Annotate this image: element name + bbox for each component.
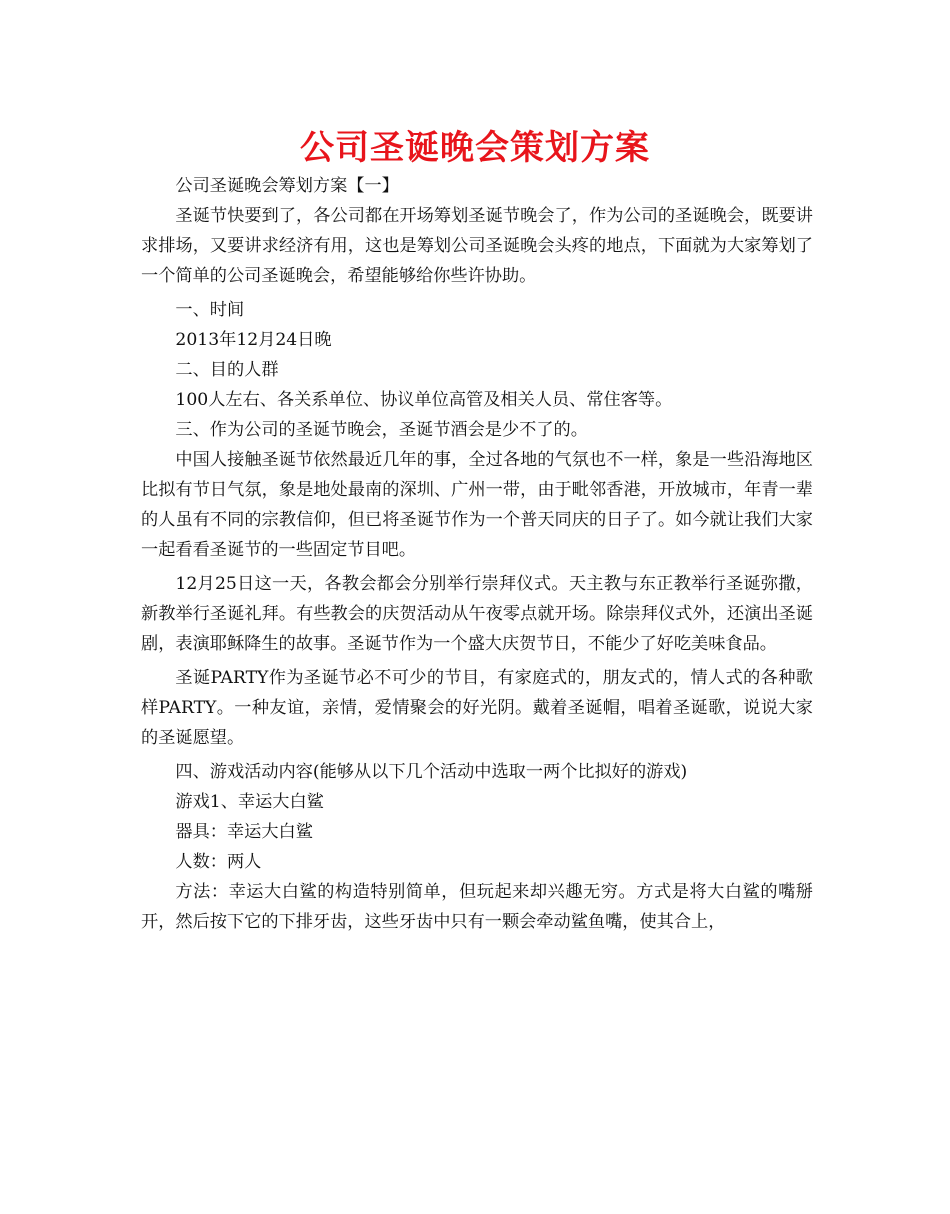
paragraph-section-audience: 二、目的人群 (175, 360, 279, 380)
paragraph-intro: 圣诞节快要到了，各公司都在开场筹划圣诞节晚会了，作为公司的圣诞晚会，既要讲求排场，又要讲求经济有用，这也是筹划公司圣诞晚会头疼的地点，下面就为大家筹划了一个简单的公司圣诞晚会，希望能够给你些许协助。 (141, 206, 813, 286)
paragraph-background: 中国人接触圣诞节依然最近几年的事，全过各地的气氛也不一样，象是一些沿海地区比拟有节日气氛，象是地处最南的深圳、广州一带，由于毗邻香港，开放城市，年青一辈的人虽有不同的宗教信仰，但已将圣诞节作为一个普天同庆的日子了。如今就让我们大家一起看看圣诞节的一些固定节目吧。 (141, 450, 813, 560)
paragraph-method: 方法：幸运大白鲨的构造特别简单，但玩起来却兴趣无穷。方式是将大白鲨的嘴掰开，然后按下它的下排牙齿，这些牙齿中只有一颗会牵动鲨鱼嘴，使其合上， (141, 882, 813, 932)
document-body (141, 171, 813, 937)
paragraph-dec-25: 12月25日这一天，各教会都会分别举行崇拜仪式。天主教与东正教举行圣诞弥撒，新教举行圣诞礼拜。有些教会的庆贺活动从午夜零点就开场。除崇拜仪式外，还演出圣诞剧，表演耶稣降生的故事。圣诞节作为一个盛大庆贺节日，不能少了好吃美味食品。 (141, 574, 813, 654)
paragraph-section-time: 一、时间 (175, 300, 245, 320)
paragraph-equipment: 器具：幸运大白鲨 (175, 822, 313, 842)
paragraph-party: 圣诞PARTY作为圣诞节必不可少的节目，有家庭式的，朋友式的，情人式的各种歌样PARTY。一种友谊，亲情，爱情聚会的好光阴。戴着圣诞帽，唱着圣诞歌，说说大家的圣诞愿望。 (141, 668, 813, 748)
paragraph-audience: 100人左右、各关系单位、协议单位高管及相关人员、常住客等。 (175, 390, 673, 410)
paragraph-subtitle: 公司圣诞晚会筹划方案【一】 (175, 176, 399, 196)
paragraph-section-games: 四、游戏活动内容(能够从以下几个活动中选取一两个比拟好的游戏) (175, 762, 688, 782)
paragraph-date: 2013年12月24日晚 (175, 330, 332, 350)
paragraph-players: 人数：两人 (175, 852, 262, 872)
paragraph-game-1: 游戏1、幸运大白鲨 (175, 792, 324, 812)
paragraph-section-reception: 三、作为公司的圣诞节晚会，圣诞节酒会是少不了的。 (175, 420, 588, 440)
document-title: 公司圣诞晚会策划方案 (300, 128, 650, 168)
